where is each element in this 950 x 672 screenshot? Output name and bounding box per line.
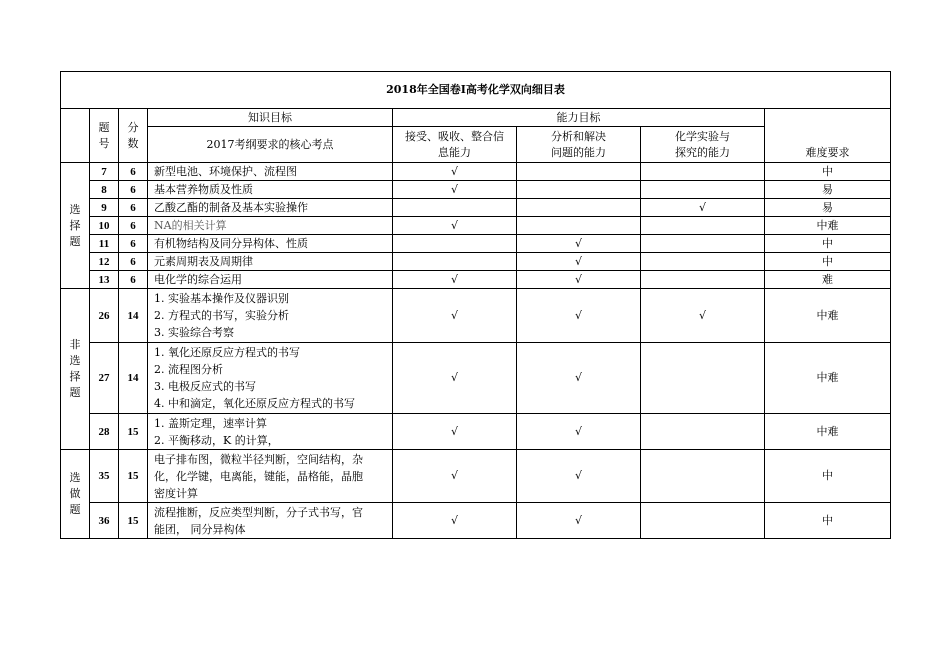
difficulty-value: 易 <box>765 199 891 217</box>
table-row <box>61 503 891 539</box>
difficulty-value: 中 <box>765 235 891 253</box>
header-blank <box>61 109 90 163</box>
table-title: 2018年全国卷I高考化学双向细目表 <box>61 72 891 109</box>
question-topic: 新型电池、环境保护、流程图 <box>148 163 393 181</box>
ability-check <box>517 181 641 199</box>
question-score: 14 <box>119 289 148 343</box>
point-item: 1. 盖斯定理，速率计算 <box>154 416 267 430</box>
difficulty-value: 中 <box>765 450 891 503</box>
ability-check: √ <box>393 181 517 199</box>
question-points <box>148 450 393 503</box>
difficulty-value: 难 <box>765 271 891 289</box>
ability-check <box>517 217 641 235</box>
difficulty-value: 中难 <box>765 343 891 414</box>
question-score: 14 <box>119 343 148 414</box>
ability-check: √ <box>393 271 517 289</box>
point-item: 1. 实验基本操作及仪器识别 <box>154 292 289 305</box>
difficulty-value: 中 <box>765 503 891 539</box>
ability-check: √ <box>517 450 641 503</box>
header-core-points: 2017考纲要求的核心考点 <box>148 127 393 163</box>
question-topic: 乙酸乙酯的制备及基本实验操作 <box>148 199 393 217</box>
question-points <box>148 503 393 539</box>
ability-check: √ <box>517 414 641 450</box>
question-score: 6 <box>119 217 148 235</box>
question-topic: 电化学的综合运用 <box>148 271 393 289</box>
table-row <box>61 235 891 253</box>
ability-check <box>641 181 765 199</box>
ability-check <box>641 503 765 539</box>
question-score: 6 <box>119 163 148 181</box>
question-no: 9 <box>90 199 119 217</box>
table-row <box>61 181 891 199</box>
ability-check: √ <box>393 217 517 235</box>
question-no: 7 <box>90 163 119 181</box>
question-no: 12 <box>90 253 119 271</box>
point-item: 电子排布图，微粒半径判断，空间结构，杂 <box>154 452 363 466</box>
question-no: 13 <box>90 271 119 289</box>
question-topic: NA的相关计算 <box>148 217 393 235</box>
question-topic: 基本营养物质及性质 <box>148 181 393 199</box>
spec-table <box>60 71 891 539</box>
ability-check: √ <box>517 503 641 539</box>
question-no: 10 <box>90 217 119 235</box>
ability-check <box>641 271 765 289</box>
question-score: 6 <box>119 271 148 289</box>
ability-check: √ <box>393 289 517 343</box>
ability-check: √ <box>517 253 641 271</box>
difficulty-value: 中 <box>765 253 891 271</box>
question-topic: 元素周期表及周期律 <box>148 253 393 271</box>
table-row <box>61 414 891 450</box>
table-row <box>61 289 891 343</box>
question-score: 15 <box>119 503 148 539</box>
ability-check <box>641 343 765 414</box>
table-row <box>61 343 891 414</box>
header-question-no: 题 号 <box>90 109 119 163</box>
table-row <box>61 199 891 217</box>
section-label-choice: 选 择 题 <box>61 163 90 289</box>
header-ability-analyze: 分析和解决 问题的能力 <box>517 127 641 163</box>
difficulty-value: 中难 <box>765 414 891 450</box>
ability-check: √ <box>517 271 641 289</box>
ability-check: √ <box>641 289 765 343</box>
question-no: 36 <box>90 503 119 539</box>
header-score: 分 数 <box>119 109 148 163</box>
ability-check: √ <box>517 289 641 343</box>
difficulty-value: 中难 <box>765 289 891 343</box>
ability-check: √ <box>393 163 517 181</box>
header-ability-receive: 接受、吸收、整合信 息能力 <box>393 127 517 163</box>
question-no: 27 <box>90 343 119 414</box>
point-item: 密度计算 <box>154 486 198 500</box>
question-score: 6 <box>119 253 148 271</box>
ability-check: √ <box>393 414 517 450</box>
ability-check <box>393 235 517 253</box>
ability-check <box>641 414 765 450</box>
point-item: 3. 电极反应式的书写 <box>154 380 256 393</box>
ability-check: √ <box>517 343 641 414</box>
header-ability-experiment: 化学实验与 探究的能力 <box>641 127 765 163</box>
ability-check: √ <box>393 503 517 539</box>
question-no: 35 <box>90 450 119 503</box>
question-score: 15 <box>119 414 148 450</box>
ability-check <box>393 199 517 217</box>
question-no: 28 <box>90 414 119 450</box>
header-difficulty: 难度要求 <box>765 109 891 163</box>
difficulty-value: 中 <box>765 163 891 181</box>
table-row <box>61 217 891 235</box>
section-label-optional: 选 做 题 <box>61 450 90 539</box>
question-points <box>148 343 393 414</box>
question-points <box>148 289 393 343</box>
question-no: 26 <box>90 289 119 343</box>
ability-check: √ <box>517 235 641 253</box>
point-item: 4. 中和滴定，氧化还原反应方程式的书写 <box>154 397 355 410</box>
point-item: 流程推断，反应类型判断，分子式书写，官 <box>154 505 363 519</box>
ability-check <box>641 235 765 253</box>
question-no: 8 <box>90 181 119 199</box>
point-item: 化，化学键，电离能，键能，晶格能，晶胞 <box>154 469 363 483</box>
table-row <box>61 450 891 503</box>
ability-check <box>641 163 765 181</box>
question-score: 6 <box>119 235 148 253</box>
point-item: 2. 方程式的书写，实验分析 <box>154 309 289 322</box>
table-row <box>61 163 891 181</box>
question-score: 15 <box>119 450 148 503</box>
ability-check <box>641 253 765 271</box>
ability-check <box>393 253 517 271</box>
point-item: 3. 实验综合考察 <box>154 326 234 339</box>
ability-check <box>517 199 641 217</box>
point-item: 1. 氧化还原反应方程式的书写 <box>154 346 300 359</box>
question-score: 6 <box>119 199 148 217</box>
question-topic: 有机物结构及同分异构体、性质 <box>148 235 393 253</box>
table-row <box>61 253 891 271</box>
ability-check: √ <box>641 199 765 217</box>
ability-check: √ <box>393 343 517 414</box>
header-ability-goal: 能力目标 <box>393 109 765 127</box>
question-points <box>148 414 393 450</box>
question-score: 6 <box>119 181 148 199</box>
ability-check: √ <box>393 450 517 503</box>
question-no: 11 <box>90 235 119 253</box>
difficulty-value: 易 <box>765 181 891 199</box>
point-item: 2. 平衡移动，K 的计算， <box>154 433 279 447</box>
header-knowledge-goal: 知识目标 <box>148 109 393 127</box>
ability-check <box>641 450 765 503</box>
point-item: 能团， 同分异构体 <box>154 522 246 536</box>
table-row <box>61 271 891 289</box>
ability-check <box>517 163 641 181</box>
point-item: 2. 流程图分析 <box>154 363 223 376</box>
ability-check <box>641 217 765 235</box>
difficulty-value: 中难 <box>765 217 891 235</box>
section-label-non-choice: 非 选 择 题 <box>61 289 90 450</box>
